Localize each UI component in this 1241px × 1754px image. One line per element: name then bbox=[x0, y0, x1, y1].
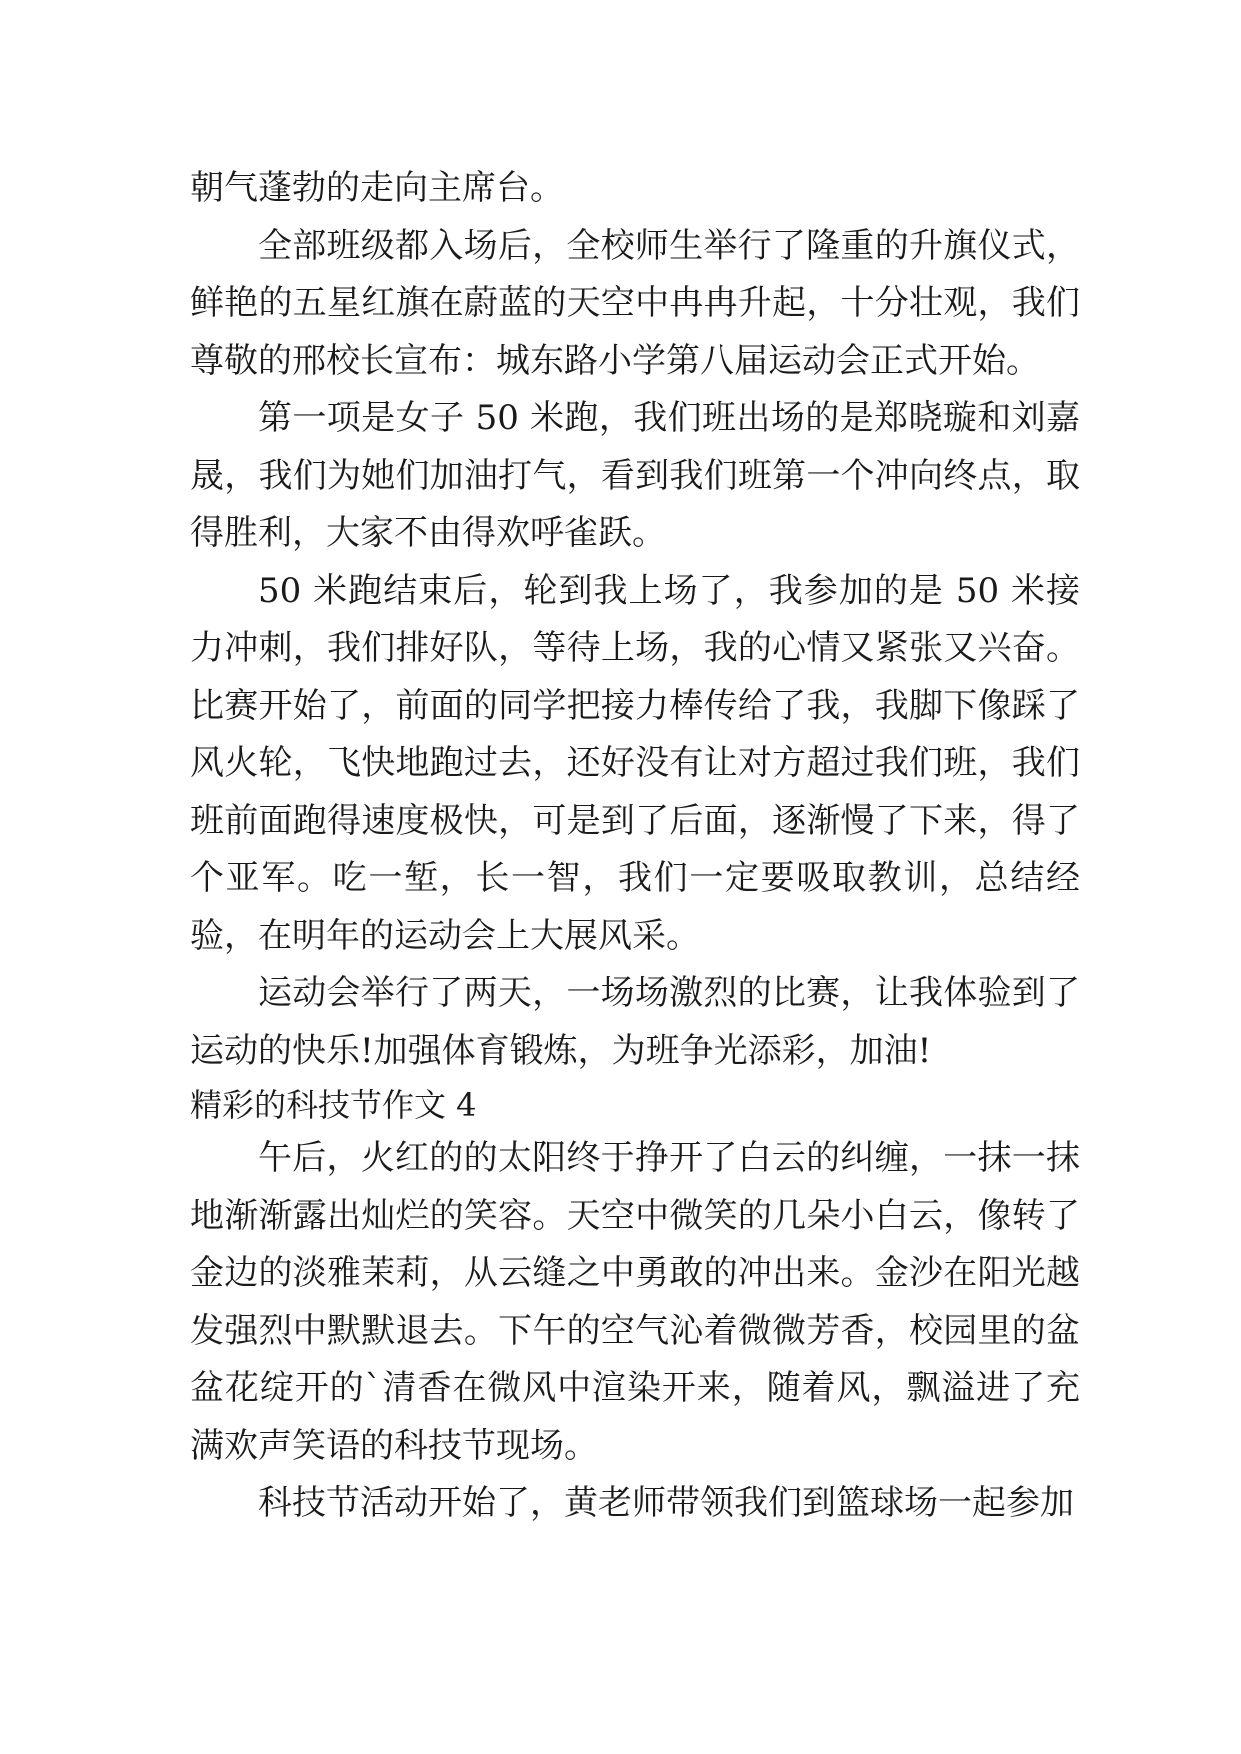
paragraph: 全部班级都入场后，全校师生举行了隆重的升旗仪式，鲜艳的五星红旗在蔚蓝的天空中冉冉升起，十分壮观，我们尊敬的邢校长宣布：城东路小学第八届运动会正式开始。 bbox=[190, 225, 1080, 381]
paragraph: 午后，火红的的太阳终于挣开了白云的纠缠，一抹一抹地渐渐露出灿烂的笑容。天空中微笑的几朵小白云，像转了金边的淡雅茉莉，从云缝之中勇敢的冲出来。金沙在阳光越发强烈中默默退去。下午的空气沁着微微芳香，校园里的盆盆花绽开的`清香在微风中渲染开来，随着风，飘溢进了充满欢声笑语的科技节现场。 bbox=[190, 1138, 1080, 1466]
paragraph: 科技节活动开始了，黄老师带领我们到篮球场一起参加 bbox=[258, 1483, 1074, 1523]
document-body bbox=[190, 160, 1080, 1533]
paragraph: 50 米跑结束后，轮到我上场了，我参加的是 50 米接力冲刺，我们排好队，等待上场，我的心情又紧张又兴奋。比赛开始了，前面的同学把接力棒传给了我，我脚下像踩了风火轮，飞快地跑过去，还好没有让对方超过我们班，我们班前面跑得速度极快，可是到了后面，逐渐慢了下来，得了个亚军。吃一堑，长一智，我们一定要吸取教训，总结经验，在明年的运动会上大展风采。 bbox=[190, 570, 1080, 956]
section-heading: 精彩的科技节作文 4 bbox=[190, 1086, 477, 1124]
paragraph-continuation: 朝气蓬勃的走向主席台。 bbox=[190, 168, 564, 208]
paragraph: 第一项是女子 50 米跑，我们班出场的是郑晓璇和刘嘉晟，我们为她们加油打气，看到我们班第一个冲向终点，取得胜利，大家不由得欢呼雀跃。 bbox=[190, 398, 1080, 553]
paragraph: 运动会举行了两天，一场场激烈的比赛，让我体验到了运动的快乐!加强体育锻炼，为班争光添彩，加油! bbox=[190, 973, 1080, 1071]
